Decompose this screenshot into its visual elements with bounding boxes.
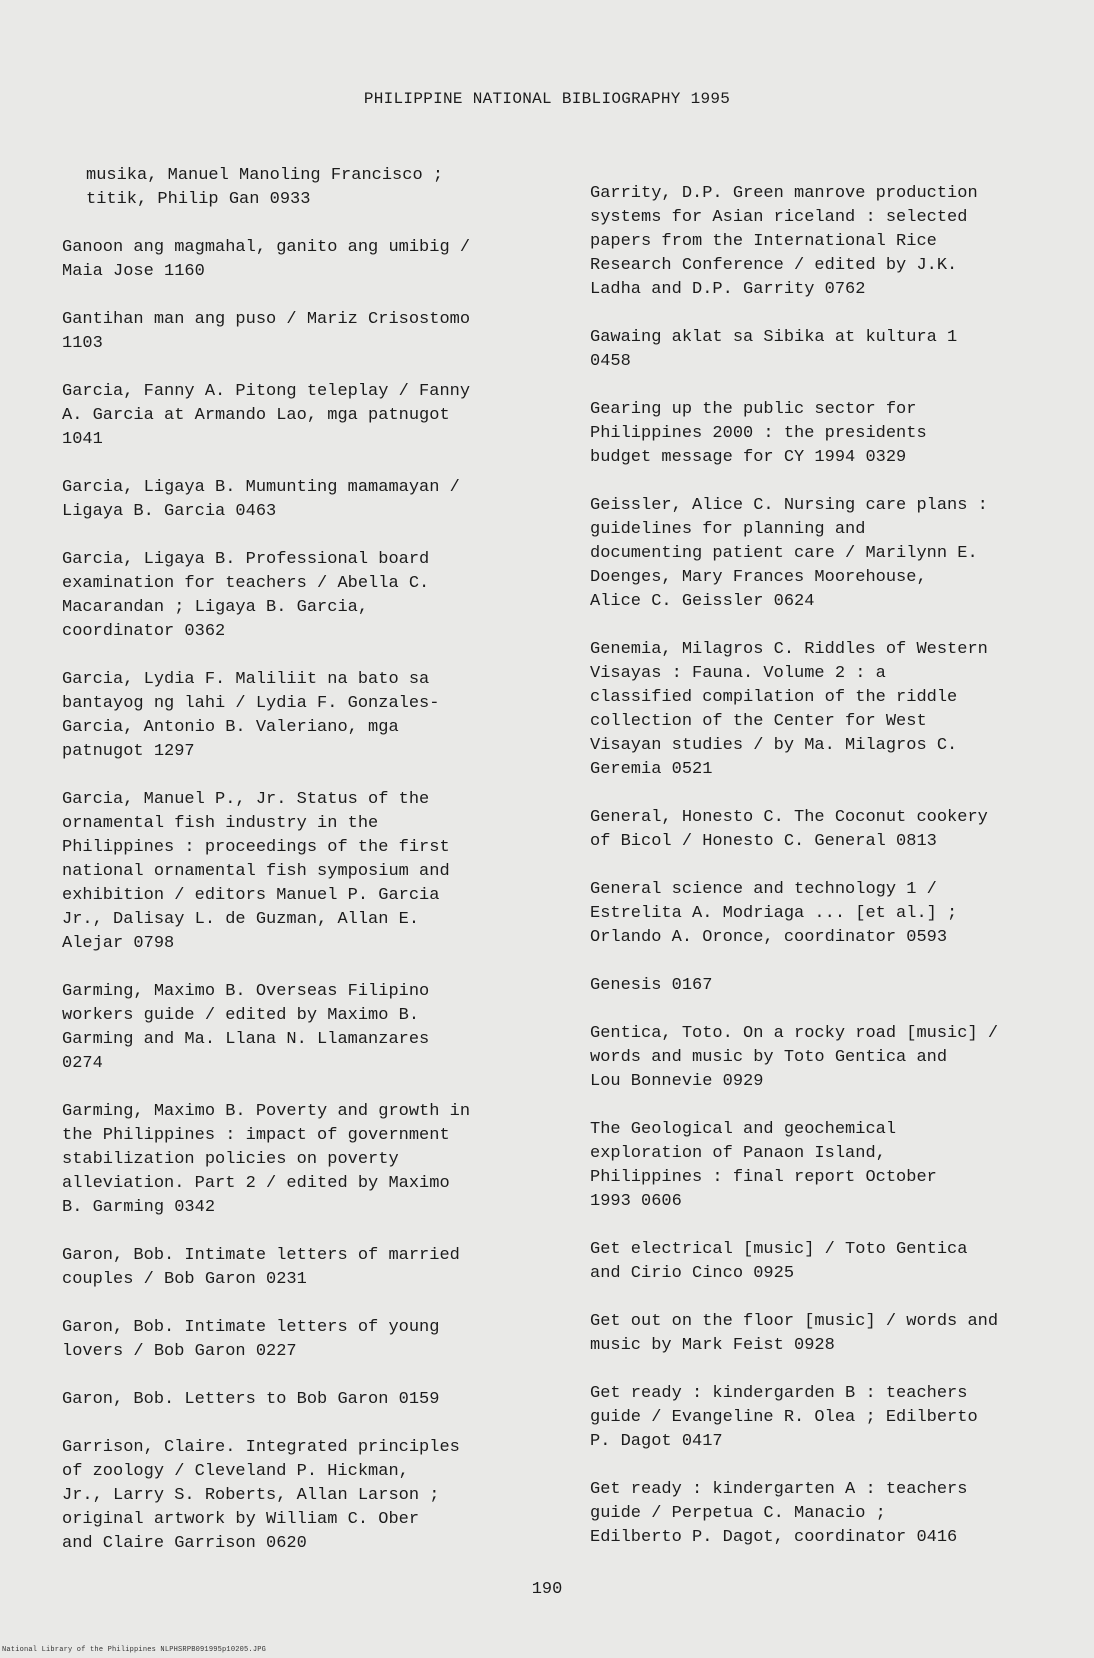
right-column <box>590 182 1080 1574</box>
bibliography-entry <box>62 1388 552 1412</box>
entry-line: Gearing up the public sector for <box>590 400 917 419</box>
entry-line: Genemia, Milagros C. Riddles of Western <box>590 640 988 659</box>
entry-line: of zoology / Cleveland P. Hickman, <box>62 1462 409 1481</box>
entry-line: Gawaing aklat sa Sibika at kultura 1 <box>590 328 958 347</box>
entry-line: Garrity, D.P. Green manrove production <box>590 184 978 203</box>
bibliography-entry <box>590 878 1080 950</box>
bibliography-entry <box>590 1022 1080 1094</box>
bibliography-entry <box>590 494 1080 614</box>
entry-line: coordinator 0362 <box>62 622 226 641</box>
entry-line: Geissler, Alice C. Nursing care plans : <box>590 496 988 515</box>
entry-line: of Bicol / Honesto C. General 0813 <box>590 832 937 851</box>
entry-line: Philippines : final report October <box>590 1168 937 1187</box>
entry-line: Orlando A. Oronce, coordinator 0593 <box>590 928 948 947</box>
entry-line: systems for Asian riceland : selected <box>590 208 968 227</box>
entry-line: bantayog ng lahi / Lydia F. Gonzales- <box>62 694 440 713</box>
entry-line: examination for teachers / Abella C. <box>62 574 430 593</box>
bibliography-entry <box>62 308 552 356</box>
entry-line: Garon, Bob. Letters to Bob Garon 0159 <box>62 1390 440 1409</box>
entry-line: Get electrical [music] / Toto Gentica <box>590 1240 968 1259</box>
entry-line: Philippines 2000 : the presidents <box>590 424 927 443</box>
bibliography-entry <box>62 380 552 452</box>
entry-line: and Cirio Cinco 0925 <box>590 1264 795 1283</box>
bibliography-entry <box>62 668 552 764</box>
bibliography-entry <box>62 1436 552 1556</box>
entry-line: Garon, Bob. Intimate letters of young <box>62 1318 440 1337</box>
entry-line: Visayas : Fauna. Volume 2 : a <box>590 664 886 683</box>
bibliography-entry <box>62 164 552 212</box>
entry-line: Edilberto P. Dagot, coordinator 0416 <box>590 1528 958 1547</box>
bibliography-entry <box>62 980 552 1076</box>
entry-line: 1103 <box>62 334 103 353</box>
entry-line: 1041 <box>62 430 103 449</box>
entry-line: Garcia, Lydia F. Maliliit na bato sa <box>62 670 430 689</box>
entry-line: budget message for CY 1994 0329 <box>590 448 907 467</box>
entry-line: Geremia 0521 <box>590 760 713 779</box>
entry-line: Maia Jose 1160 <box>62 262 205 281</box>
entry-line: Jr., Dalisay L. de Guzman, Allan E. <box>62 910 420 929</box>
entry-line: Jr., Larry S. Roberts, Allan Larson ; <box>62 1486 440 1505</box>
entry-line: Garming and Ma. Llana N. Llamanzares <box>62 1030 430 1049</box>
page-header: PHILIPPINE NATIONAL BIBLIOGRAPHY 1995 <box>363 90 731 108</box>
entry-line: 1993 0606 <box>590 1192 682 1211</box>
entry-line: Gantihan man ang puso / Mariz Crisostomo <box>62 310 471 329</box>
bibliography-entry <box>590 638 1080 782</box>
footer-stamp: National Library of the Philippines NLPHSRPB091995p10205.JPG <box>2 1646 267 1654</box>
entry-line: lovers / Bob Garon 0227 <box>62 1342 297 1361</box>
bibliography-entry <box>62 236 552 284</box>
entry-line: collection of the Center for West <box>590 712 927 731</box>
entry-line: Get ready : kindergarden B : teachers <box>590 1384 968 1403</box>
entry-line: Macarandan ; Ligaya B. Garcia, <box>62 598 369 617</box>
entry-line: Garcia, Ligaya B. Professional board <box>62 550 430 569</box>
entry-line: exploration of Panaon Island, <box>590 1144 886 1163</box>
entry-line: Estrelita A. Modriaga ... [et al.] ; <box>590 904 958 923</box>
entry-line: Garon, Bob. Intimate letters of married <box>62 1246 460 1265</box>
entry-line: 0458 <box>590 352 631 371</box>
entry-line: Lou Bonnevie 0929 <box>590 1072 764 1091</box>
entry-line: Garming, Maximo B. Poverty and growth in <box>62 1102 471 1121</box>
entry-line: Research Conference / edited by J.K. <box>590 256 958 275</box>
page-number: 190 <box>531 1580 563 1599</box>
entry-line: Visayan studies / by Ma. Milagros C. <box>590 736 958 755</box>
entry-line: and Claire Garrison 0620 <box>62 1534 307 1553</box>
entry-line: papers from the International Rice <box>590 232 937 251</box>
bibliography-entry <box>62 476 552 524</box>
entry-line: stabilization policies on poverty <box>62 1150 399 1169</box>
entry-line: Garcia, Ligaya B. Mumunting mamamayan / <box>62 478 460 497</box>
entry-line: titik, Philip Gan 0933 <box>86 190 311 209</box>
entry-line: Get ready : kindergarten A : teachers <box>590 1480 968 1499</box>
entry-line: General, Honesto C. The Coconut cookery <box>590 808 988 827</box>
entry-line: Garrison, Claire. Integrated principles <box>62 1438 460 1457</box>
entry-line: ornamental fish industry in the <box>62 814 379 833</box>
bibliography-entry <box>62 1100 552 1220</box>
entry-line: Garming, Maximo B. Overseas Filipino <box>62 982 430 1001</box>
entry-line: classified compilation of the riddle <box>590 688 958 707</box>
entry-line: Gentica, Toto. On a rocky road [music] / <box>590 1024 999 1043</box>
entry-line: musika, Manuel Manoling Francisco ; <box>86 166 444 185</box>
entry-line: guidelines for planning and <box>590 520 866 539</box>
bibliography-entry <box>590 1238 1080 1286</box>
bibliography-entry <box>590 326 1080 374</box>
entry-line: original artwork by William C. Ober <box>62 1510 420 1529</box>
entry-line: Ganoon ang magmahal, ganito ang umibig / <box>62 238 471 257</box>
entry-line: P. Dagot 0417 <box>590 1432 723 1451</box>
entry-line: the Philippines : impact of government <box>62 1126 450 1145</box>
entry-line: General science and technology 1 / <box>590 880 937 899</box>
entry-line: B. Garming 0342 <box>62 1198 216 1217</box>
entry-line: Ligaya B. Garcia 0463 <box>62 502 277 521</box>
bibliography-entry <box>590 974 1080 998</box>
entry-line: A. Garcia at Armando Lao, mga patnugot <box>62 406 450 425</box>
bibliography-entry <box>590 1310 1080 1358</box>
entry-line: guide / Evangeline R. Olea ; Edilberto <box>590 1408 978 1427</box>
bibliography-entry <box>590 1382 1080 1454</box>
entry-line: Doenges, Mary Frances Moorehouse, <box>590 568 927 587</box>
entry-line: Garcia, Antonio B. Valeriano, mga <box>62 718 399 737</box>
entry-line: Garcia, Manuel P., Jr. Status of the <box>62 790 430 809</box>
left-column <box>62 164 552 1580</box>
entry-line: documenting patient care / Marilynn E. <box>590 544 978 563</box>
bibliography-entry <box>590 1118 1080 1214</box>
bibliography-entry <box>62 1316 552 1364</box>
entry-line: words and music by Toto Gentica and <box>590 1048 948 1067</box>
entry-line: exhibition / editors Manuel P. Garcia <box>62 886 440 905</box>
entry-line: The Geological and geochemical <box>590 1120 897 1139</box>
entry-line: Alejar 0798 <box>62 934 175 953</box>
entry-line: alleviation. Part 2 / edited by Maximo <box>62 1174 450 1193</box>
bibliography-entry <box>590 806 1080 854</box>
entry-line: national ornamental fish symposium and <box>62 862 450 881</box>
bibliography-entry <box>62 788 552 956</box>
bibliography-entry <box>590 398 1080 470</box>
entry-line: music by Mark Feist 0928 <box>590 1336 835 1355</box>
entry-line: couples / Bob Garon 0231 <box>62 1270 307 1289</box>
bibliography-entry <box>62 1244 552 1292</box>
entry-line: 0274 <box>62 1054 103 1073</box>
bibliography-entry <box>590 1478 1080 1550</box>
entry-line: Genesis 0167 <box>590 976 713 995</box>
entry-line: patnugot 1297 <box>62 742 195 761</box>
entry-line: guide / Perpetua C. Manacio ; <box>590 1504 886 1523</box>
entry-line: Philippines : proceedings of the first <box>62 838 450 857</box>
bibliography-entry <box>62 548 552 644</box>
entry-line: Ladha and D.P. Garrity 0762 <box>590 280 866 299</box>
bibliography-entry <box>590 182 1080 302</box>
entry-line: Alice C. Geissler 0624 <box>590 592 815 611</box>
entry-line: Get out on the floor [music] / words and <box>590 1312 999 1331</box>
entry-line: workers guide / edited by Maximo B. <box>62 1006 420 1025</box>
entry-line: Garcia, Fanny A. Pitong teleplay / Fanny <box>62 382 471 401</box>
